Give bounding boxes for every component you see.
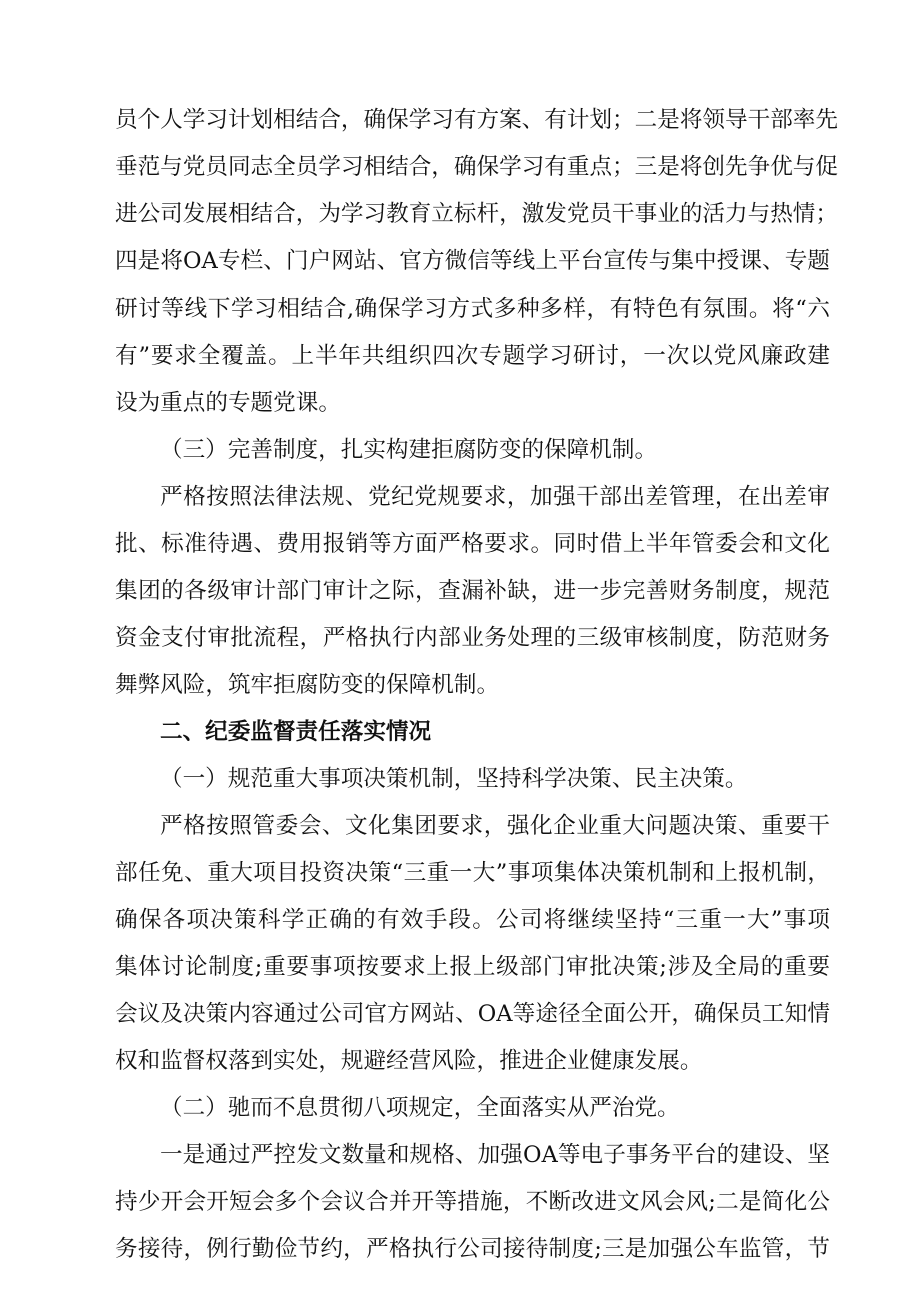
paragraph-line: 会议及决策内容通过公司官方网站、OA等途径全面公开，确保员工知情 (115, 1001, 830, 1027)
paragraph-line: 持少开会开短会多个会议合并开等措施，不断改进文风会风;二是简化公 (115, 1189, 830, 1215)
section-heading: 二、纪委监督责任落实情况 (160, 719, 432, 745)
paragraph-line: 集体讨论制度;重要事项按要求上报上级部门审批决策;涉及全局的重要 (115, 954, 830, 980)
paragraph-line: 有”要求全覆盖。上半年共组织四次专题学习研讨，一次以党风廉政建 (115, 343, 830, 369)
paragraph-line: 四是将OA专栏、门户网站、官方微信等线上平台宣传与集中授课、专题 (115, 248, 830, 274)
paragraph-line: 集团的各级审计部门审计之际，查漏补缺，进一步完善财务制度，规范 (115, 578, 830, 604)
paragraph-line: 权和监督权落到实处，规避经营风险，推进企业健康发展。 (115, 1048, 703, 1074)
paragraph-line: 研讨等线下学习相结合,确保学习方式多种多样，有特色有氛围。将“六 (115, 296, 830, 322)
paragraph-line: 确保各项决策科学正确的有效手段。公司将继续坚持“三重一大”事项 (115, 907, 830, 933)
paragraph-line: 员个人学习计划相结合，确保学习有方案、有计划；二是将领导干部率先 (115, 107, 838, 133)
paragraph-line: 务接待，例行勤俭节约，严格执行公司接待制度;三是加强公车监管，节 (115, 1236, 830, 1262)
paragraph-line: 资金支付审批流程，严格执行内部业务处理的三级审核制度，防范财务 (115, 625, 830, 651)
paragraph-line: 进公司发展相结合，为学习教育立标杆，激发党员干事业的活力与热情； (115, 201, 838, 227)
paragraph-line: 一是通过严控发文数量和规格、加强OA等电子事务平台的建设、坚 (160, 1142, 830, 1168)
paragraph-line: 垂范与党员同志全员学习相结合，确保学习有重点；三是将创先争优与促 (115, 154, 838, 180)
subheading-3: （三）完善制度，扎实构建拒腐防变的保障机制。 (160, 437, 658, 463)
paragraph-line: 批、标准待遇、费用报销等方面严格要求。同时借上半年管委会和文化 (115, 531, 830, 557)
paragraph-line: 设为重点的专题党课。 (115, 390, 341, 416)
paragraph-line: 部任免、重大项目投资决策“三重一大”事项集体决策机制和上报机制， (115, 860, 830, 886)
subheading-1: （一）规范重大事项决策机制，坚持科学决策、民主决策。 (160, 766, 748, 792)
subheading-2: （二）驰而不息贯彻八项规定，全面落实从严治党。 (160, 1095, 680, 1121)
paragraph-line: 严格按照法律法规、党纪党规要求，加强干部出差管理，在出差审 (160, 484, 830, 510)
paragraph-line: 舞弊风险，筑牢拒腐防变的保障机制。 (115, 672, 500, 698)
paragraph-line: 严格按照管委会、文化集团要求，强化企业重大问题决策、重要干 (160, 813, 830, 839)
